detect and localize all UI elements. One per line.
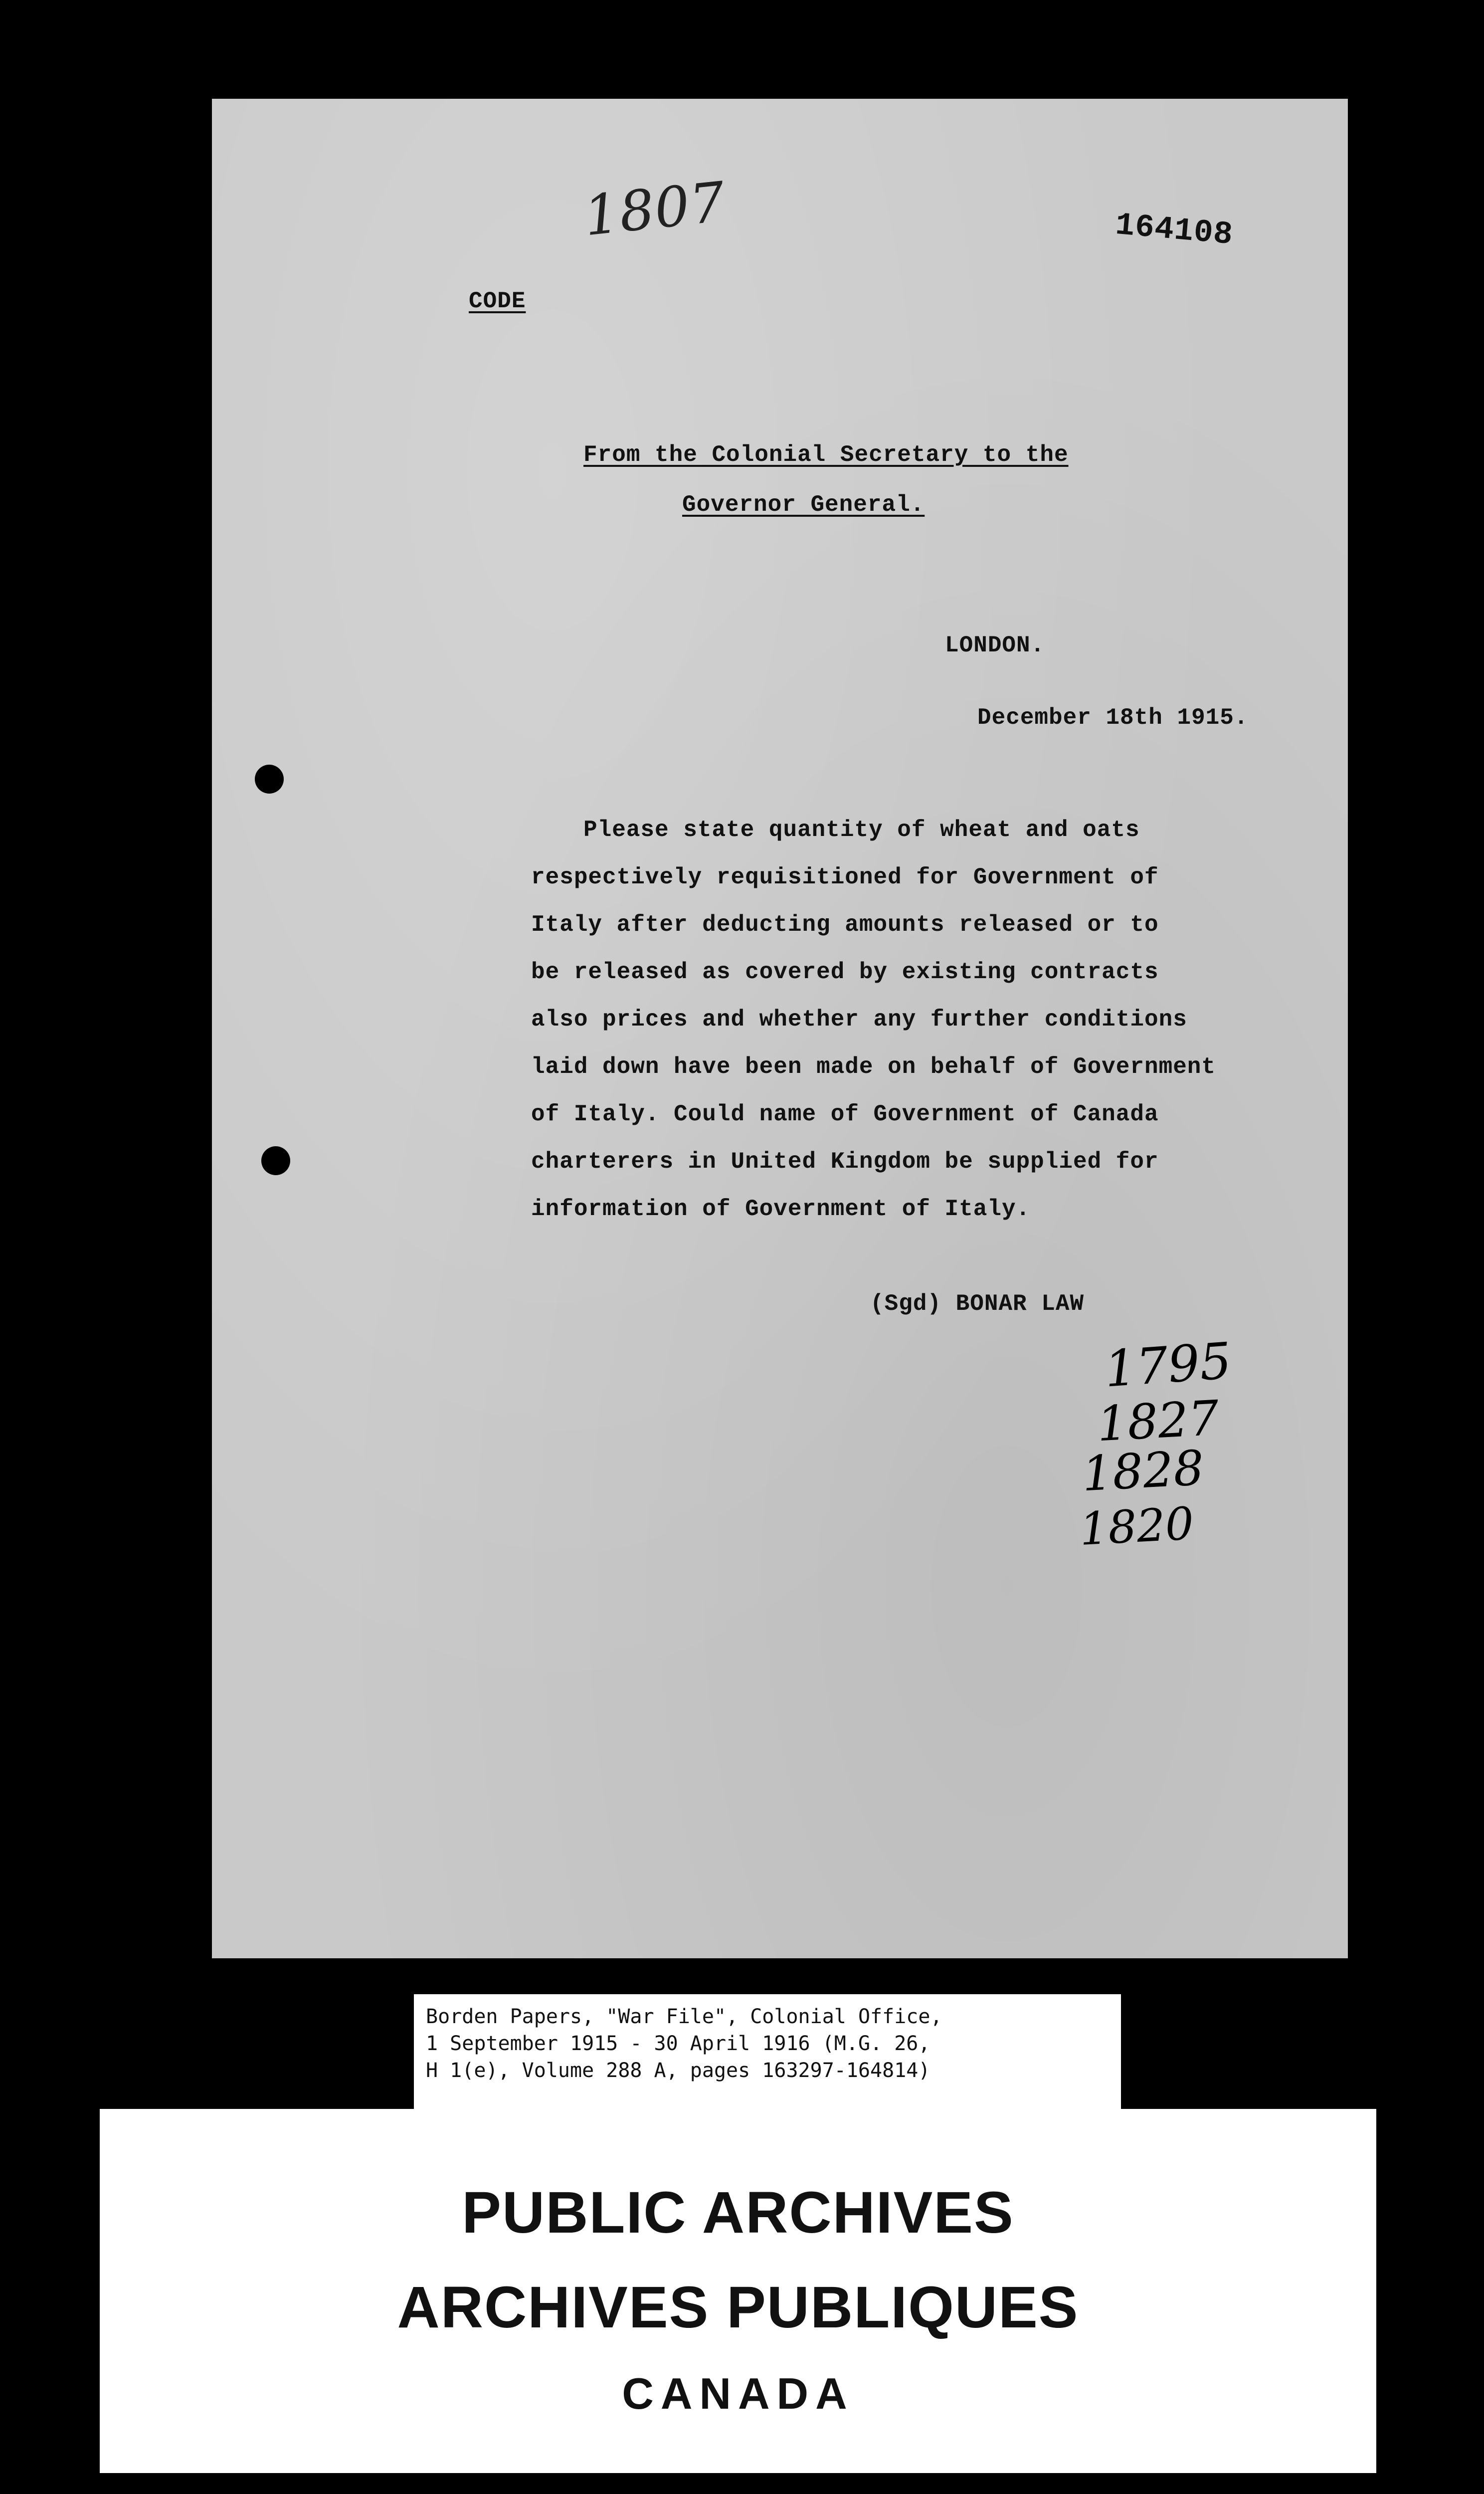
signature-line: (Sgd) BONAR LAW: [870, 1291, 1085, 1317]
heading-line-1: From the Colonial Secretary to the: [583, 442, 1069, 468]
banner-country: CANADA: [622, 2369, 854, 2418]
stamp-number: 164108: [1113, 208, 1235, 254]
citation-line: Borden Papers, "War File", Colonial Office,: [426, 2005, 942, 2028]
banner-title-english: PUBLIC ARCHIVES: [462, 2180, 1014, 2246]
handwritten-number: 1827: [1096, 1390, 1221, 1453]
handwritten-page-number: 1807: [581, 170, 729, 248]
banner-title-french: ARCHIVES PUBLIQUES: [397, 2275, 1079, 2340]
body-line: laid down have been made on behalf of Government: [531, 1054, 1216, 1080]
body-line: Italy after deducting amounts released or to: [531, 912, 1159, 938]
punch-hole: [255, 765, 284, 794]
handwritten-number: 1820: [1078, 1497, 1195, 1556]
code-label: CODE: [469, 288, 526, 314]
punch-hole: [261, 1146, 290, 1175]
citation-line: 1 September 1915 - 30 April 1916 (M.G. 26,: [426, 2032, 930, 2055]
body-line: charterers in United Kingdom be supplied for: [531, 1149, 1159, 1175]
handwritten-number: 1828: [1081, 1440, 1206, 1502]
body-line: also prices and whether any further conditions: [531, 1007, 1187, 1033]
citation-label: [414, 1994, 1121, 2110]
handwritten-number: 1795: [1103, 1331, 1234, 1399]
place-line: LONDON.: [945, 632, 1045, 658]
citation-line: H 1(e), Volume 288 A, pages 163297-164814): [426, 2059, 930, 2082]
body-line: be released as covered by existing contracts: [531, 959, 1159, 985]
heading-line-2: Governor General.: [682, 492, 925, 518]
date-line: December 18th 1915.: [977, 705, 1249, 731]
document-page: [212, 99, 1348, 1958]
body-line: of Italy. Could name of Government of Canada: [531, 1101, 1159, 1127]
body-line: respectively requisitioned for Government of: [531, 864, 1159, 890]
archives-banner: [100, 2109, 1376, 2473]
body-line: information of Government of Italy.: [531, 1196, 1031, 1222]
body-line: Please state quantity of wheat and oats: [583, 817, 1140, 843]
